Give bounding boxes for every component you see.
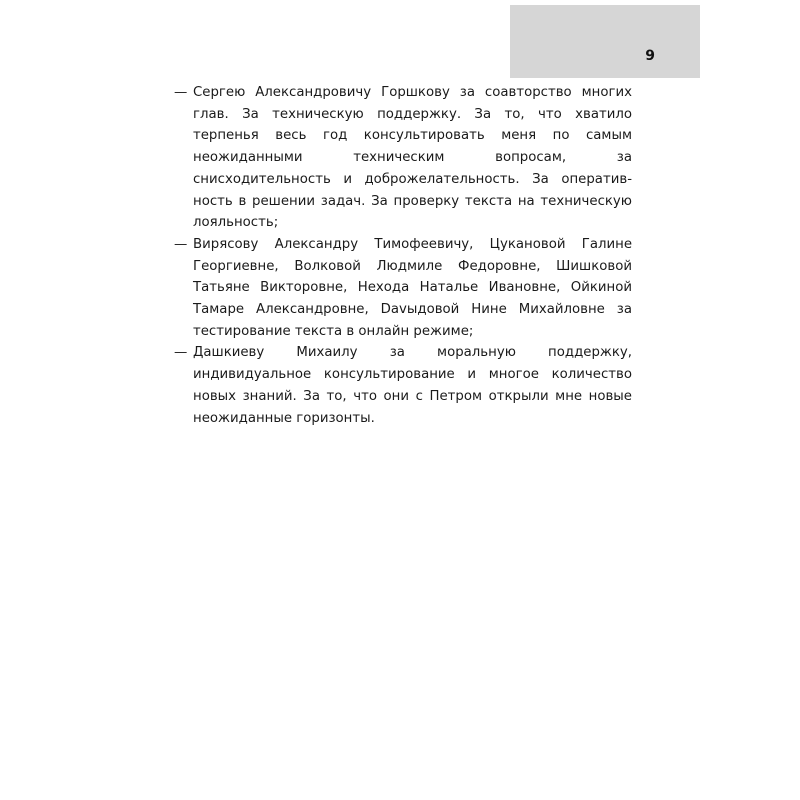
list-item-marker: — [174,236,188,252]
list-item-marker: — [174,345,188,361]
list-item-text: Вирясову Александру Тимофеевичу, Цукановой Галине Георгиевне, Волковой Людмиле Федоровне, Шишковой Татьяне Викторовне, Нехода Наталье Ивановне, Ойкиной Тамаре Александровне, Davыдовой Нине Михайловне за тестирование текста в онлайн режиме; [193,236,632,339]
page-number-box [510,5,700,78]
list-item [174,342,632,429]
list-item-marker: — [174,85,188,100]
list-item-text: Сергею Александровичу Горшкову за соавторство многих глав. За техническую поддержку. За то, что хватило терпенья весь год консультировать меня по самым неожиданными техническим вопросам, за снисходительность и доброжелательность. За оперативность в решении задач. За проверку текста на техническую лояльность; [193,85,632,231]
list-item [174,82,632,234]
list-item-text: Дашкиеву Михаилу за моральную поддержку, индивидуальное консультирование и многое количество новых знаний. За то, что они с Петром открыли мне новые неожиданные горизонты. [193,345,632,426]
list-item [174,234,632,343]
page-number: 9 [645,48,655,64]
acknowledgements-list [174,82,632,429]
